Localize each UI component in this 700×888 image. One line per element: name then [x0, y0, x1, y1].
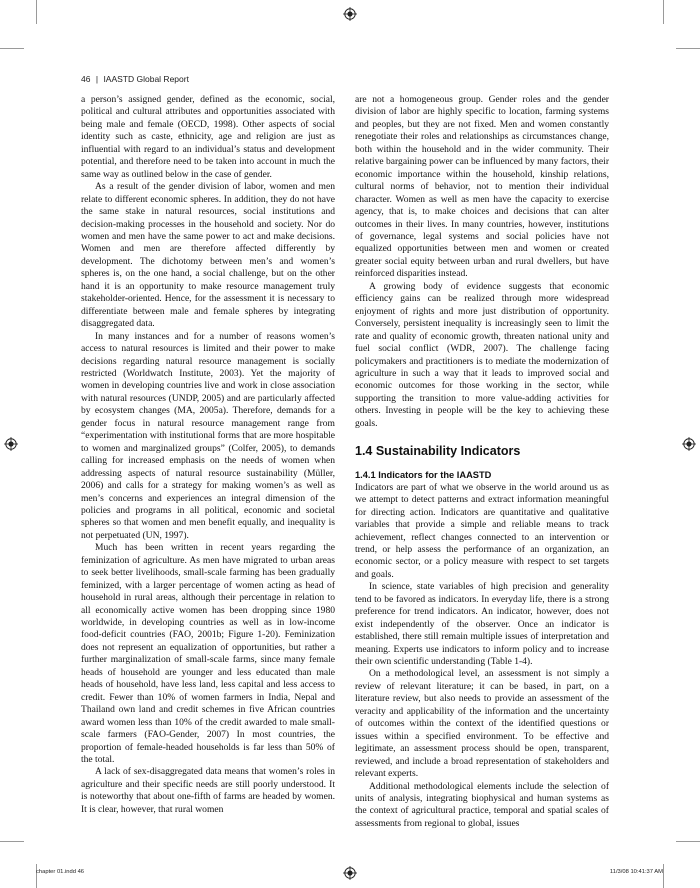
report-title: IAASTD Global Report — [103, 74, 189, 84]
paragraph: In science, state variables of high precision and generality tend to be favored as indicators. In everyday life, there is a strong preference for trend indicators. An indicator, however, does not exist independently of the observer. Once an indicator is established, there still remain multiple issues of interpretation and meaning. Experts use indicators to inform policy and to increase their own scientific understanding (Table 1-4). — [355, 581, 609, 668]
paragraph: Much has been written in recent years regarding the feminization of agriculture. As men have migrated to urban areas to seek better livelihoods, small-scale farming has been gradually feminized, with a larger percentage of women acting as head of household in rural areas, although their percentage in relation to all economically active women has been dropping since 1980 worldwide, in developing countries as well as in low-income food-deficit countries (FAO, 2001b; Figure 1-20). Feminization does not represent an equalization of opportunities, but rather a further marginalization of small-scale farms, since many female heads of household are younger and less educated than male heads of household, have less land, less capital and less access to credit. Fewer than 10% of women farmers in India, Nepal and Thailand own land and credit schemes in five African countries award women less than 10% of the credit awarded to male small-scale farmers (FAO-Gender, 2007) In most countries, the proportion of female-headed households is far less than 50% of the total. — [81, 542, 335, 766]
slug-date: 11/3/08 10:41:37 AM — [609, 869, 663, 875]
section-heading: 1.4 Sustainability Indicators — [355, 444, 521, 459]
registration-mark-icon — [343, 866, 357, 880]
crop-mark — [663, 0, 664, 24]
subsection-heading: 1.4.1 Indicators for the IAASTD — [355, 470, 492, 481]
crop-mark — [0, 48, 24, 49]
paragraph: A growing body of evidence suggests that economic efficiency gains can be realized through more widespread enjoyment of rights and more just distribution of opportunity. Conversely, persistent inequality is increasingly seen to limit the rate and quality of economic growth, threaten national unity and fuel social conflict (WDR, 2007). The challenge facing policymakers and practitioners is to mediate the modernization of agriculture in such a way that it leads to improved social and economic outcomes for those working in the sector, while supporting the transition to more value-adding activities for others. Investing in people will be the key to achieving these goals. — [355, 280, 609, 429]
crop-mark — [36, 0, 37, 24]
crop-mark — [676, 48, 700, 49]
page-number: 46 — [81, 74, 91, 84]
paragraph: On a methodological level, an assessment is not simply a review of relevant literature; it can be based, in part, on a literature review, but also needs to provide an assessment of the veracity and applicability of the information and the uncertainty of outcomes within the context of the identified questions or issues within a specified environment. To be effective and legitimate, an assessment process should be open, transparent, reviewed, and include a broad representation of stakeholders and relevant experts. — [355, 668, 609, 780]
crop-mark — [0, 841, 24, 842]
crop-mark — [676, 841, 700, 842]
paragraph: are not a homogeneous group. Gender roles and the gender division of labor are highly specific to location, farming systems and peoples, but they are not fixed. Men and women constantly renegotiate their roles and relationships as circumstances change, both within the household and in the wider community. Their relative bargaining power can be influenced by many factors, their economic importance within the household, kinship relations, cultural norms of behavior, not to mention their individual character. Women as well as men have the capacity to exercise agency, that is, to make choices and decisions that can alter outcomes in their lives. In many countries, however, institutions of governance, legal systems and social policies have not equalized opportunities between men and women or created greater social equity between urban and rural dwellers, but have reinforced disparities instead. — [355, 94, 609, 280]
left-column — [81, 94, 335, 816]
registration-mark-icon — [4, 437, 18, 451]
running-header — [81, 74, 189, 84]
paragraph: Additional methodological elements include the selection of units of analysis, integrating biophysical and human systems as the context of agricultural practice, temporal and spatial scales of assessments from regional to global, issues — [355, 780, 609, 829]
registration-mark-icon — [343, 7, 357, 21]
crop-mark — [36, 864, 37, 888]
slug-file: chapter 01.indd 46 — [36, 869, 85, 875]
header-separator: | — [95, 74, 99, 84]
paragraph: a person’s assigned gender, defined as the economic, social, political and cultural attributes and opportunities associated with being male and female (OECD, 1998). Other aspects of social identity such as caste, ethnicity, age and religion are just as influential with regard to an individual’s status and development potential, and therefore need to be taken into account in much the same way as outlined below in the case of gender. — [81, 94, 335, 180]
crop-mark — [663, 864, 664, 888]
paragraph: Indicators are part of what we observe in the world around us as we attempt to detect patterns and extract information meaningful for directing action. Indicators are quantitative and qualitative variables that provide a simple and reliable means to track achievement, reflect changes connected to an intervention or trend, or help assess the performance of an organization, an economic sector, or a policy measure with respect to set targets and goals. — [355, 481, 609, 580]
paragraph: In many instances and for a number of reasons women’s access to natural resources is limited and their power to make decisions regarding natural resource management is socially restricted (Worldwatch Institute, 2003). Yet the majority of women in developing countries live and work in close association with natural resources (UNDP, 2005) and are particularly affected by ecosystem changes (MA, 2005a). Therefore, demands for a gender focus in natural resource management range from “experimentation with institutional forms that are more hospitable to women and marginalized groups” (Colfer, 2005), to demands calling for increased emphasis on the needs of women when addressing aspects of natural resource sustainability (Müller, 2006) and calls for a strategy for making women’s as well as men’s concerns and experiences an integral dimension of the policies and programs in all political, economic and societal spheres so that women and men benefit equally, and inequality is not perpetuated (UN, 1997). — [81, 330, 335, 541]
paragraph: As a result of the gender division of labor, women and men relate to different economic spheres. In addition, they do not have the same stake in natural resources, social institutions and decision-making processes in the household and society. Nor do women and men have the same power to act and make decisions. Women and men are therefore affected differently by development. The dichotomy between men’s and women’s spheres is, on the one hand, a social challenge, but on the other hand it is an opportunity to make resource management truly stakeholder-oriented. Hence, for the assessment it is necessary to differentiate between male and female spheres by integrating disaggregated data. — [81, 181, 335, 330]
paragraph: A lack of sex-disaggregated data means that women’s roles in agriculture and their specific needs are still poorly understood. It is noteworthy that about one-fifth of farms are headed by women. It is clear, however, that rural women — [81, 766, 335, 815]
registration-mark-icon — [682, 437, 696, 451]
right-column — [355, 94, 609, 830]
